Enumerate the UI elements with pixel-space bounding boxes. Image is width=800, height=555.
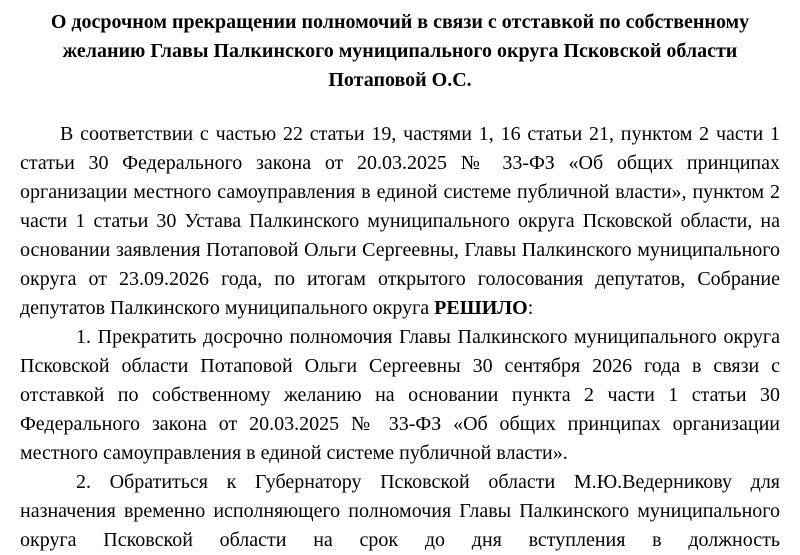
document-body [20,120,780,555]
preamble-paragraph [20,120,780,323]
document-title: О досрочном прекращении полномочий в связи с отставкой по собственному желанию Главы Палкинского муниципального округа Псковской области Потаповой О.С. [50,11,750,91]
decision-item-2: 2. Обратиться к Губернатору Псковской области М.Ю.Ведерникову для назначения временно исполняющего полномочия Главы Палкинского муниципального округа Псковской области на срок до дня вступления в должность [20,471,780,551]
decision-word: РЕШИЛО [434,297,528,319]
decision-colon: : [527,297,534,319]
decision-item-1: 1. Прекратить досрочно полномочия Главы Палкинского муниципального округа Псковской области Потаповой Ольги Сергеевны 30 сентября 2026 года в связи с отставкой по собственному желанию на основании пункта 2 части 1 статьи 30 Федерального закона от 20.03.2025 № 33-ФЗ «Об общих принципах организации местного самоуправления в единой системе публичной власти». [20,326,780,464]
preamble-text: В соответствии с частью 22 статьи 19, частями 1, 16 статьи 21, пунктом 2 части 1 статьи 30 Федерального закона от 20.03.2025 № 33-ФЗ «Об общих принципах организации местного самоуправления в единой системе публичной власти», пунктом 2 части 1 статьи 30 Устава Палкинского муниципального округа Псковской области, на основании заявления Потаповой Ольги Сергеевны, Главы Палкинского муниципального округа от 23.09.2026 года, по итогам открытого голосования депутатов, Собрание депутатов Палкинского муниципального округа [20,123,780,319]
